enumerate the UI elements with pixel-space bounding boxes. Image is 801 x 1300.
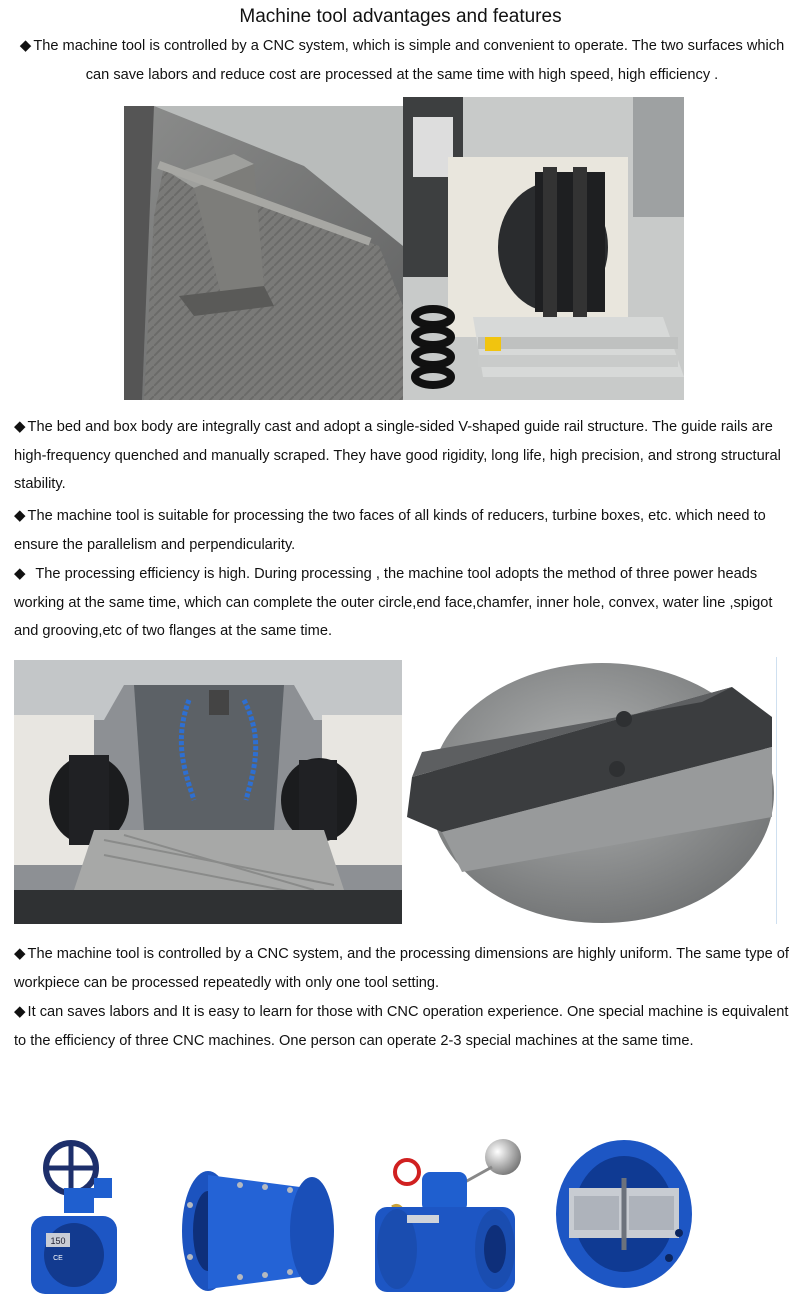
butterfly-valve-image (26, 1138, 126, 1298)
paragraph-suitability: ◆ The machine tool is suitable for processing the two faces of all kinds of reducers, turbine boxes, etc. which need to ensure the parallelism and perpendicularity. (14, 507, 766, 553)
wafer-check-valve-image (554, 1138, 694, 1290)
diamond-bullet-icon: ◆ (14, 507, 26, 524)
paragraph-efficiency: ◆ The processing efficiency is high. During processing , the machine tool adopts the method of three power heads working at the same time, which can complete the outer circle,end face,chamfer, inner hole, convex, water line ,spigot and grooving,etc of two flanges at the same time. (14, 565, 777, 639)
diamond-bullet-icon: ◆ (19, 37, 32, 54)
machine-interior-photo (14, 660, 402, 924)
workpiece-photo (402, 657, 777, 924)
diamond-bullet-icon: ◆ (14, 418, 26, 435)
page-title: Machine tool advantages and features (239, 6, 562, 27)
valve-ce-label: CE (53, 1255, 63, 1262)
paragraph-saves-labor: ◆ It can saves labors and It is easy to learn for those with CNC operation experience. One special machine is equivalent to the efficiency of three CNC machines. One person can operate 2-3 special machines at the same time. (14, 1003, 789, 1049)
power-head-photo (403, 97, 684, 400)
float-valve-image (367, 1137, 525, 1298)
diamond-bullet-icon: ◆ (14, 565, 26, 582)
valve-plate-label: 150 (50, 1236, 66, 1246)
paragraph-bed-structure: ◆ The bed and box body are integrally cast and adopt a single-sided V-shaped guide rail structure. The guide rails are high-frequency quenched and manually scraped. They have good rigidity, long life, high precision, and strong structural stability. (14, 418, 781, 492)
paragraph-cnc-simple: ◆ The machine tool is controlled by a CNC system, which is simple and convenient to operate. The two surfaces which can save labors and reduce cost are processed at the same time with high speed, high efficiency . (19, 37, 785, 83)
guide-rail-photo (124, 106, 403, 400)
diamond-bullet-icon: ◆ (14, 945, 26, 962)
paragraph-uniform-dimensions: ◆ The machine tool is controlled by a CNC system, and the processing dimensions are highly uniform. The same type of workpiece can be processed repeatedly with only one tool setting. (14, 945, 789, 991)
check-valve-image (180, 1165, 336, 1298)
diamond-bullet-icon: ◆ (14, 1003, 26, 1020)
